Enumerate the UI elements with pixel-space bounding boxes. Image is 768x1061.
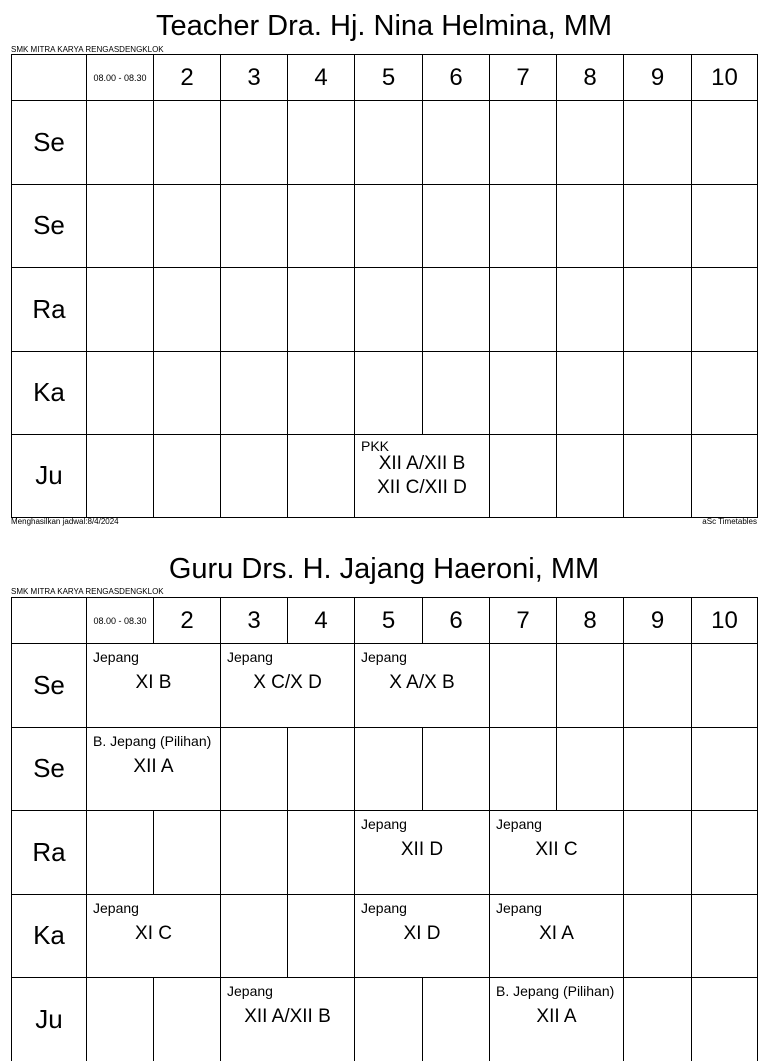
empty-cell xyxy=(422,184,489,268)
empty-cell xyxy=(489,727,556,811)
period-header: 8 xyxy=(556,597,623,643)
timetable-1-footer-right: aSc Timetables xyxy=(702,517,757,526)
timetable-2-school: SMK MITRA KARYA RENGASDENGKLOK xyxy=(11,587,164,596)
empty-cell xyxy=(556,184,623,268)
lesson-subject: Jepang xyxy=(227,983,273,999)
empty-cell xyxy=(220,267,287,351)
lesson-classes xyxy=(87,671,220,694)
lesson-subject: B. Jepang (Pilihan) xyxy=(93,732,212,749)
empty-cell xyxy=(489,643,556,727)
period-header: 10 xyxy=(691,597,758,643)
day-label: Ka xyxy=(11,894,86,978)
lesson-subject: Jepang xyxy=(93,899,139,916)
lesson-subject: PKK xyxy=(361,438,390,454)
lesson-class-line: XI B xyxy=(135,672,172,693)
lesson-class-line: XII A/XII B xyxy=(244,1006,331,1027)
period-header: 2 xyxy=(153,54,220,100)
empty-cell xyxy=(354,727,422,811)
empty-cell xyxy=(623,351,691,435)
empty-cell xyxy=(623,267,691,351)
period-header: 6 xyxy=(422,597,489,643)
lesson-classes xyxy=(490,1005,623,1028)
lesson-cell xyxy=(354,643,489,727)
empty-cell xyxy=(691,267,758,351)
empty-cell xyxy=(220,100,287,184)
lesson-subject: Jepang xyxy=(496,899,542,916)
lesson-classes xyxy=(221,671,354,694)
timetable-1-title: Teacher Dra. Hj. Nina Helmina, MM xyxy=(155,10,613,42)
day-label: Se xyxy=(11,184,86,268)
empty-cell xyxy=(623,184,691,268)
empty-cell xyxy=(556,434,623,518)
lesson-subject: Jepang xyxy=(361,649,407,665)
empty-cell xyxy=(422,977,489,1061)
empty-cell xyxy=(691,977,758,1061)
empty-cell xyxy=(220,434,287,518)
lesson-class-line: XI A xyxy=(539,922,574,944)
lesson-classes xyxy=(355,838,489,861)
lesson-subject: Jepang xyxy=(361,899,407,916)
day-label: Ju xyxy=(11,434,86,518)
empty-cell xyxy=(86,100,153,184)
empty-cell xyxy=(220,894,287,978)
lesson-cell xyxy=(220,977,354,1061)
lesson-classes xyxy=(87,755,220,778)
empty-cell xyxy=(220,351,287,435)
day-label: Ra xyxy=(11,810,86,894)
empty-cell xyxy=(489,434,556,518)
period-header: 7 xyxy=(489,54,556,100)
empty-cell xyxy=(691,351,758,435)
empty-cell xyxy=(691,643,758,727)
empty-cell xyxy=(556,643,623,727)
empty-cell xyxy=(422,351,489,435)
empty-cell xyxy=(623,727,691,811)
period-header: 3 xyxy=(220,54,287,100)
empty-cell xyxy=(86,810,153,894)
empty-cell xyxy=(489,100,556,184)
empty-cell xyxy=(287,100,354,184)
period-header: 5 xyxy=(354,597,422,643)
lesson-class-line: XII C xyxy=(535,839,578,860)
empty-cell xyxy=(287,267,354,351)
empty-cell xyxy=(287,351,354,435)
timetable-1-footer-left: Menghasilkan jadwal:8/4/2024 xyxy=(11,517,119,526)
lesson-classes xyxy=(355,452,489,500)
lesson-classes xyxy=(355,671,489,694)
lesson-class-line: XII A xyxy=(536,1006,577,1027)
empty-cell xyxy=(153,267,220,351)
empty-cell xyxy=(354,267,422,351)
empty-cell xyxy=(153,100,220,184)
lesson-class-line: XII C/XII D xyxy=(377,477,467,498)
lesson-cell xyxy=(489,810,623,894)
lesson-classes xyxy=(490,838,623,861)
lesson-class-line: XI C xyxy=(135,922,172,944)
empty-cell xyxy=(287,810,354,894)
lesson-subject: Jepang xyxy=(361,816,407,832)
empty-cell xyxy=(691,434,758,518)
empty-cell xyxy=(287,184,354,268)
timetable-2-grid xyxy=(11,597,758,1034)
empty-cell xyxy=(556,100,623,184)
empty-cell xyxy=(691,894,758,978)
empty-cell xyxy=(556,267,623,351)
lesson-classes xyxy=(355,922,489,945)
lesson-classes xyxy=(87,922,220,945)
lesson-cell xyxy=(354,434,489,518)
lesson-cell xyxy=(86,727,220,811)
lesson-subject: B. Jepang (Pilihan) xyxy=(496,983,615,999)
lesson-classes xyxy=(221,1005,354,1028)
lesson-class-line: XI D xyxy=(403,922,441,944)
empty-cell xyxy=(556,727,623,811)
period-header: 8 xyxy=(556,54,623,100)
day-label: Ka xyxy=(11,351,86,435)
empty-cell xyxy=(153,434,220,518)
empty-cell xyxy=(153,977,220,1061)
period-header: 3 xyxy=(220,597,287,643)
day-label: Se xyxy=(11,100,86,184)
lesson-cell xyxy=(354,810,489,894)
period-header: 5 xyxy=(354,54,422,100)
lesson-cell xyxy=(489,977,623,1061)
lesson-subject: Jepang xyxy=(93,649,139,665)
timetable-1-school: SMK MITRA KARYA RENGASDENGKLOK xyxy=(11,45,164,54)
period-header: 10 xyxy=(691,54,758,100)
lesson-cell xyxy=(354,894,489,978)
empty-cell xyxy=(287,434,354,518)
empty-cell xyxy=(489,184,556,268)
empty-cell xyxy=(153,810,220,894)
empty-cell xyxy=(623,977,691,1061)
header-corner xyxy=(11,597,86,643)
day-label: Se xyxy=(11,643,86,727)
period-header: 2 xyxy=(153,597,220,643)
lesson-subject: Jepang xyxy=(496,816,542,832)
empty-cell xyxy=(623,810,691,894)
empty-cell xyxy=(86,184,153,268)
period-header: 08.00 - 08.30 xyxy=(86,597,153,643)
lesson-cell xyxy=(489,894,623,978)
empty-cell xyxy=(691,810,758,894)
lesson-cell xyxy=(86,894,220,978)
empty-cell xyxy=(422,727,489,811)
empty-cell xyxy=(153,351,220,435)
empty-cell xyxy=(623,100,691,184)
empty-cell xyxy=(354,100,422,184)
empty-cell xyxy=(220,727,287,811)
empty-cell xyxy=(86,434,153,518)
empty-cell xyxy=(220,810,287,894)
day-label: Ra xyxy=(11,267,86,351)
empty-cell xyxy=(691,184,758,268)
lesson-classes xyxy=(490,922,623,945)
empty-cell xyxy=(623,894,691,978)
lesson-class-line: XII A xyxy=(133,755,174,777)
empty-cell xyxy=(691,727,758,811)
empty-cell xyxy=(287,727,354,811)
empty-cell xyxy=(623,434,691,518)
day-label: Ju xyxy=(11,977,86,1061)
empty-cell xyxy=(287,894,354,978)
empty-cell xyxy=(86,351,153,435)
empty-cell xyxy=(489,267,556,351)
period-header: 9 xyxy=(623,54,691,100)
lesson-subject: Jepang xyxy=(227,649,273,665)
lesson-cell xyxy=(220,643,354,727)
lesson-cell xyxy=(86,643,220,727)
period-header: 6 xyxy=(422,54,489,100)
empty-cell xyxy=(422,267,489,351)
empty-cell xyxy=(354,351,422,435)
lesson-class-line: X A/X B xyxy=(389,672,455,693)
empty-cell xyxy=(556,351,623,435)
lesson-class-line: X C/X D xyxy=(253,672,322,693)
period-header: 08.00 - 08.30 xyxy=(86,54,153,100)
empty-cell xyxy=(691,100,758,184)
empty-cell xyxy=(220,184,287,268)
empty-cell xyxy=(489,351,556,435)
period-header: 4 xyxy=(287,54,354,100)
timetable-2-title: Guru Drs. H. Jajang Haeroni, MM xyxy=(168,553,600,585)
period-header: 4 xyxy=(287,597,354,643)
timetable-1-grid xyxy=(11,54,758,498)
empty-cell xyxy=(422,100,489,184)
period-header: 7 xyxy=(489,597,556,643)
empty-cell xyxy=(623,643,691,727)
empty-cell xyxy=(86,977,153,1061)
empty-cell xyxy=(86,267,153,351)
day-label: Se xyxy=(11,727,86,811)
empty-cell xyxy=(354,184,422,268)
lesson-class-line: XII D xyxy=(400,839,444,860)
period-header: 9 xyxy=(623,597,691,643)
header-corner xyxy=(11,54,86,100)
empty-cell xyxy=(153,184,220,268)
lesson-class-line: XII A/XII B xyxy=(378,453,466,474)
empty-cell xyxy=(354,977,422,1061)
